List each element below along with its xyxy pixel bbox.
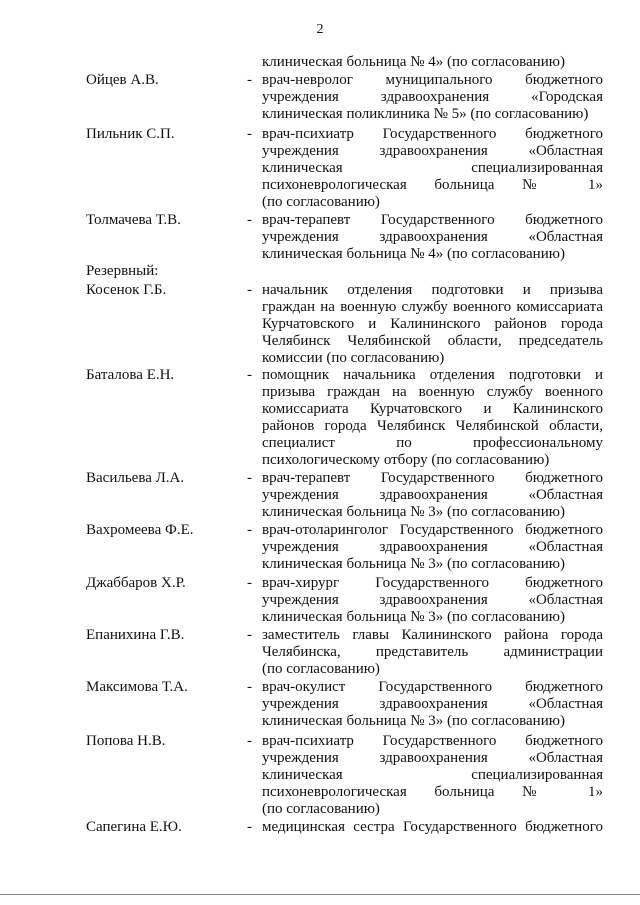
member-name: Попова Н.В.	[86, 733, 166, 749]
description-line: Челябинск Челябинской области, председатель	[262, 333, 603, 349]
entry-description	[262, 212, 603, 263]
entry-description	[262, 72, 603, 123]
description-line: учреждения здравоохранения «Областная	[262, 143, 603, 159]
description-line: помощник начальника отделения подготовки и	[262, 367, 603, 383]
entry-description	[262, 367, 603, 469]
description-line: учреждения здравоохранения «Городская	[262, 89, 603, 105]
description-line: комиссии (по согласованию)	[262, 350, 445, 366]
description-line: специалист по профессиональному	[262, 435, 603, 451]
page-number: 2	[316, 22, 324, 37]
entry-description	[262, 819, 603, 836]
description-line: учреждения здравоохранения «Областная	[262, 229, 603, 245]
description-line: врач-невролог муниципального бюджетного	[262, 72, 603, 88]
dash-separator: -	[247, 367, 252, 383]
entry-description	[262, 733, 603, 818]
description-line: (по согласованию)	[262, 661, 380, 677]
description-line: врач-окулист Государственного бюджетного	[262, 679, 603, 695]
description-line: районов города Челябинск Челябинской области,	[262, 418, 603, 434]
section-label-reserve: Резервный:	[86, 263, 159, 279]
description-line: учреждения здравоохранения «Областная	[262, 696, 603, 712]
description-line: психологическому отбору (по согласованию)	[262, 452, 550, 468]
member-name: Епанихина Г.В.	[86, 627, 185, 643]
description-line: заместитель главы Калининского района города	[262, 627, 603, 643]
description-line: учреждения здравоохранения «Областная	[262, 539, 603, 555]
description-line: клиническая больница № 3» (по согласованию)	[262, 713, 565, 729]
description-line: Курчатовского и Калининского районов города	[262, 316, 603, 332]
description-line: клиническая специализированная	[262, 767, 603, 783]
description-line: психоневрологическая больница № 1»	[262, 784, 603, 800]
description-line: психоневрологическая больница № 1»	[262, 177, 603, 193]
dash-separator: -	[247, 126, 252, 142]
entry-description	[262, 54, 603, 71]
description-line: врач-психиатр Государственного бюджетного	[262, 126, 603, 142]
description-line: (по согласованию)	[262, 194, 380, 210]
description-line: клиническая больница № 4» (по согласованию)	[262, 246, 565, 262]
description-line: клиническая больница № 3» (по согласованию)	[262, 556, 565, 572]
entry-description	[262, 679, 603, 730]
description-line: клиническая больница № 3» (по согласованию)	[262, 504, 565, 520]
description-line: врач-терапевт Государственного бюджетного	[262, 212, 603, 228]
description-line: клиническая больница № 3» (по согласованию)	[262, 609, 565, 625]
entry-description	[262, 126, 603, 211]
member-name: Вахромеева Ф.Е.	[86, 522, 194, 538]
description-line: учреждения здравоохранения «Областная	[262, 487, 603, 503]
entry-description	[262, 575, 603, 626]
description-line: врач-отоларинголог Государственного бюджетного	[262, 522, 603, 538]
description-line: учреждения здравоохранения «Областная	[262, 750, 603, 766]
member-name: Ойцев А.В.	[86, 72, 159, 88]
description-line: врач-хирург Государственного бюджетного	[262, 575, 603, 591]
description-line: граждан на военную службу военного комиссариата	[262, 299, 603, 315]
member-name: Пильник С.П.	[86, 126, 175, 142]
member-name: Максимова Т.А.	[86, 679, 188, 695]
dash-separator: -	[247, 733, 252, 749]
member-name: Толмачева Т.В.	[86, 212, 181, 228]
dash-separator: -	[247, 470, 252, 486]
description-line: (по согласованию)	[262, 801, 380, 817]
dash-separator: -	[247, 819, 252, 835]
description-line: медицинская сестра Государственного бюджетного	[262, 819, 603, 835]
dash-separator: -	[247, 627, 252, 643]
description-line: врач-психиатр Государственного бюджетного	[262, 733, 603, 749]
dash-separator: -	[247, 522, 252, 538]
entry-description	[262, 282, 603, 367]
description-line: Челябинска, представитель администрации	[262, 644, 603, 660]
description-line: врач-терапевт Государственного бюджетного	[262, 470, 603, 486]
description-line: учреждения здравоохранения «Областная	[262, 592, 603, 608]
description-line: начальник отделения подготовки и призыва	[262, 282, 603, 298]
dash-separator: -	[247, 212, 252, 228]
member-name: Васильева Л.А.	[86, 470, 185, 486]
entry-description	[262, 470, 603, 521]
description-line: клиническая специализированная	[262, 160, 603, 176]
dash-separator: -	[247, 575, 252, 591]
entry-description	[262, 522, 603, 573]
member-name: Косенок Г.Б.	[86, 282, 167, 298]
page-bottom-rule	[0, 894, 640, 895]
member-name: Джаббаров Х.Р.	[86, 575, 186, 591]
description-line: клиническая поликлиника № 5» (по согласованию)	[262, 106, 589, 122]
member-name: Сапегина Е.Ю.	[86, 819, 182, 835]
dash-separator: -	[247, 282, 252, 298]
description-line: комиссариата Курчатовского и Калининского	[262, 401, 603, 417]
description-line: клиническая больница № 4» (по согласованию)	[262, 54, 565, 70]
description-line: призыва граждан на военную службу военного	[262, 384, 603, 400]
member-name: Баталова Е.Н.	[86, 367, 175, 383]
dash-separator: -	[247, 679, 252, 695]
dash-separator: -	[247, 72, 252, 88]
entry-description	[262, 627, 603, 678]
